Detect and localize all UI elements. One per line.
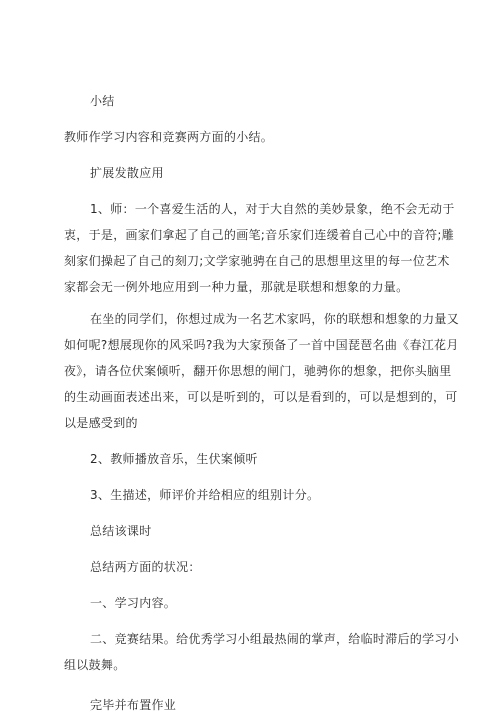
paragraph-line: 在坐的同学们，你想过成为一名艺术家吗，你的联想和想象的力量又 <box>90 312 460 326</box>
summary-item-1: 一、学习内容。 <box>90 596 177 610</box>
document-body <box>64 88 460 718</box>
paragraph-line: 夜》，请各位伏案倾听，翻开你思想的闸门，驰骋你的想象，把你头脑里 <box>64 364 452 378</box>
heading-lesson-summary: 总结该课时 <box>90 524 152 538</box>
paragraph-line: 1、师：一个喜爱生活的人，对于大自然的美妙景象，绝不会无动于 <box>90 202 455 216</box>
heading-summary: 小结 <box>90 94 115 108</box>
summary-intro: 总结两方面的状况： <box>90 560 201 574</box>
paragraph-line: 家都会无一例外地应用到一种力量，那就是联想和想象的力量。 <box>64 280 409 294</box>
step-2: 2、教师播放音乐，生伏案倾听 <box>90 452 258 466</box>
heading-extension: 扩展发散应用 <box>90 166 164 180</box>
summary-item-2: 二、竞赛结果。给优秀学习小组最热闹的掌声，给临时滞后的学习小 <box>90 632 460 646</box>
paragraph-line: 以是感受到的 <box>64 416 138 430</box>
paragraph-line: 衷，于是，画家们拿起了自己的画笔;音乐家们连缓着自己心中的音符;雕 <box>64 228 454 242</box>
paragraph-line: 组以鼓舞。 <box>64 658 126 672</box>
paragraph-line: 如何呢?想展现你的风采吗?我为大家预备了一首中国琵琶名曲《春江花月 <box>64 338 459 352</box>
paragraph-line: 刻家们操起了自己的刻刀;文学家驰骋在自己的思想里这里的每一位艺术 <box>64 254 450 268</box>
paragraph-line: 的生动画面表述出来，可以是听到的，可以是看到的，可以是想到的，可 <box>64 390 458 404</box>
step-3: 3、生描述，师评价并给相应的组别计分。 <box>90 488 320 502</box>
paragraph-summary: 教师作学习内容和竞赛两方面的小结。 <box>64 130 274 144</box>
heading-homework: 完毕并布置作业 <box>90 698 177 712</box>
